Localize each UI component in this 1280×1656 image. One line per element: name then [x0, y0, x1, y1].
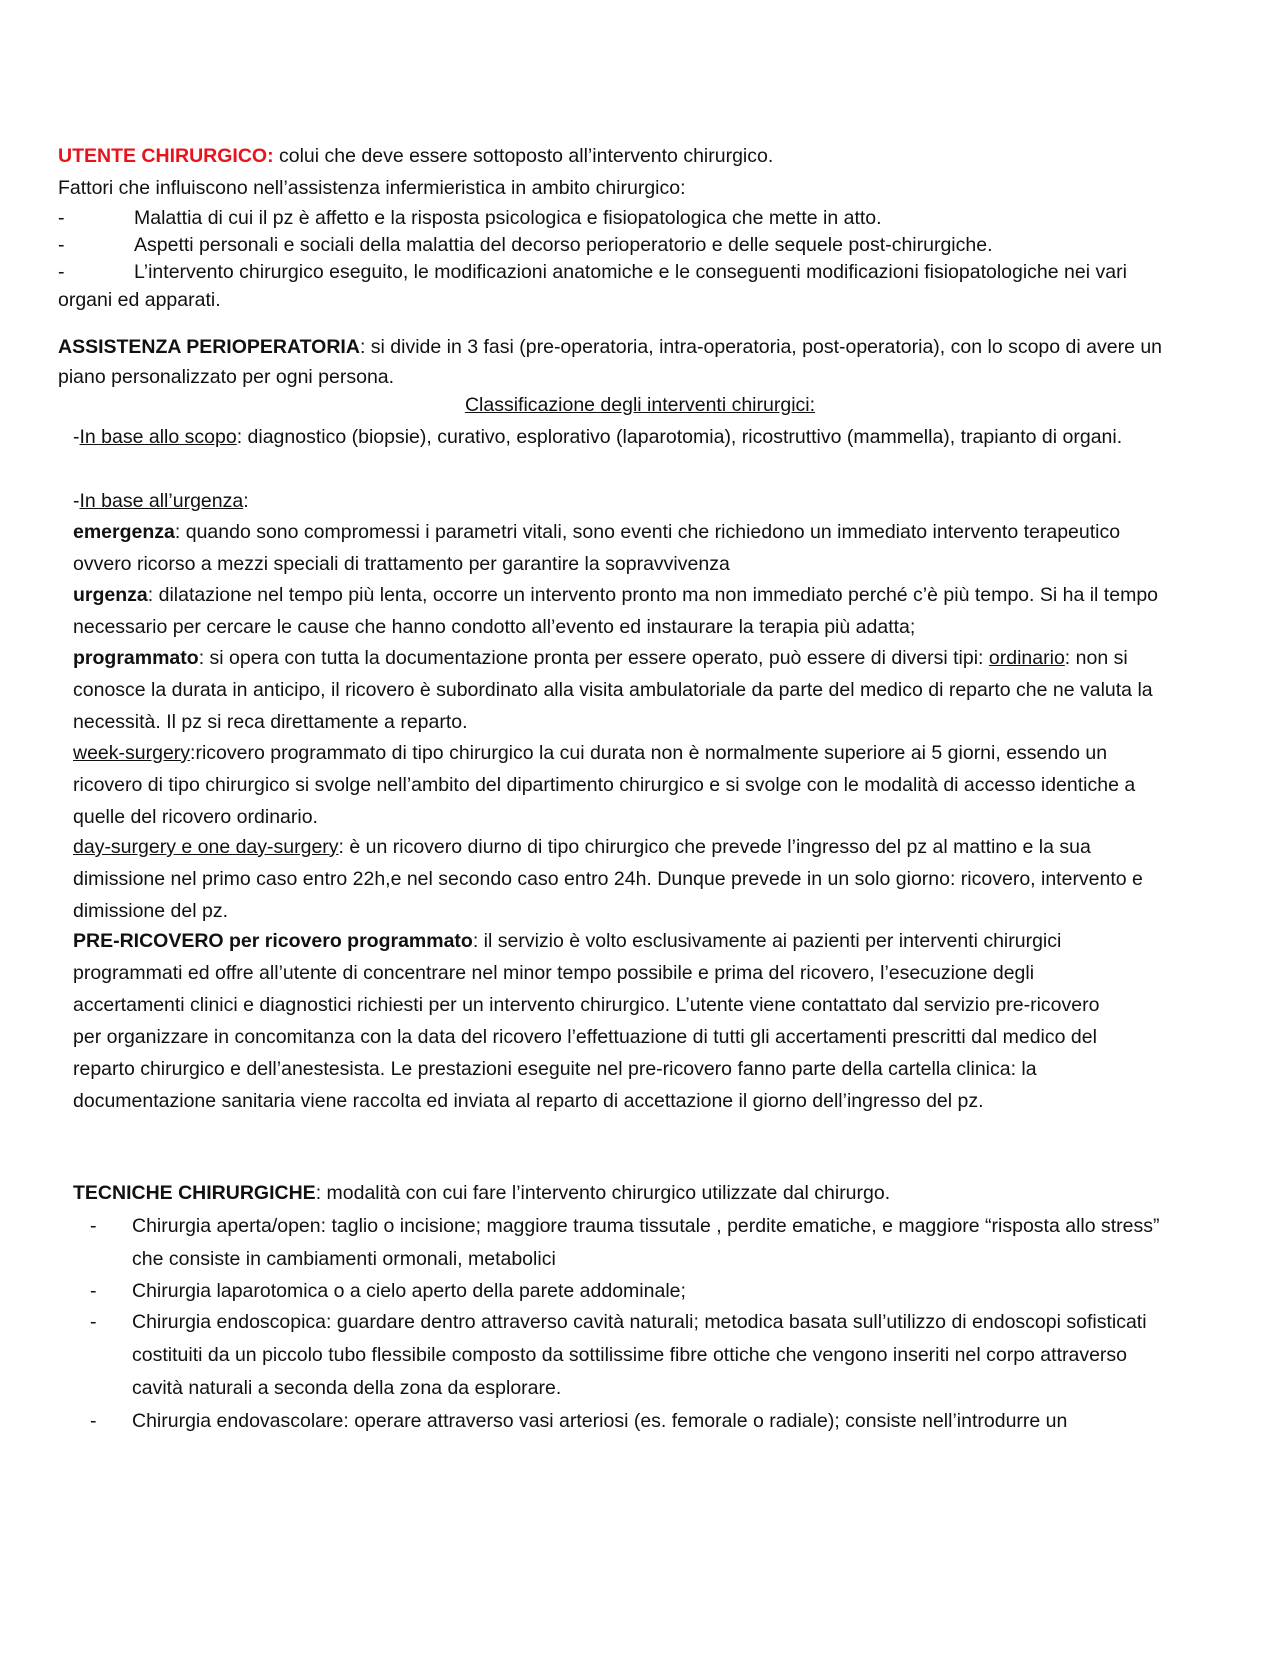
tecniche-chirurgiche: [73, 1177, 1183, 1209]
list-item-text: Chirurgia endoscopica: guardare dentro attraverso cavità naturali; metodica basata sull’utilizzo di endoscopi sofisticati costituiti da un piccolo tubo flessibile composto da sottilissime fibre ottiche che vengono inseriti nel corpo attraverso cavità naturali a seconda della zona da esplorare.: [132, 1311, 1147, 1399]
pre-ricovero-label: PRE-RICOVERO per ricovero programmato: [73, 930, 473, 952]
list-item: [90, 1306, 1170, 1405]
list-dash: -: [90, 1410, 97, 1432]
tecniche-chirurgiche-title: TECNICHE CHIRURGICHE: [73, 1182, 316, 1204]
assistenza-perioperatoria: [58, 332, 1168, 392]
programmato-label: programmato: [73, 647, 199, 669]
scope-label: In base allo scopo: [79, 426, 237, 448]
list-dash: -: [90, 1280, 97, 1302]
list-item: [90, 1405, 1170, 1438]
list-dash: -: [90, 1311, 97, 1333]
week-surgery-text: :ricovero programmato di tipo chirurgico la cui durata non è normalmente superiore ai 5 giorni, essendo un ricovero di tipo chirurgico si svolge nell’ambito del dipartimento chirurgico e si svolge con le modalità di accesso identiche a quelle del ricovero ordinario.: [73, 742, 1136, 828]
urgency-prefix: -: [73, 490, 80, 512]
utente-chirurgico-title: UTENTE CHIRURGICO:: [58, 145, 274, 167]
list-item-text: L’intervento chirurgico eseguito, le modificazioni anatomiche e le conseguenti modificazioni fisiopatologiche nei vari organi ed apparati.: [58, 261, 1127, 311]
list-item-text: Aspetti personali e sociali della malattia del decorso perioperatorio e delle sequele post-chirurgiche.: [134, 234, 993, 256]
day-surgery-label: day-surgery e one day-surgery: [73, 836, 339, 858]
emergenza-paragraph: [73, 516, 1168, 580]
list-dash: -: [90, 1215, 97, 1237]
list-item: [58, 204, 1168, 232]
week-surgery-label: week-surgery: [73, 742, 191, 764]
urgenza-text: : dilatazione nel tempo più lenta, occorre un intervento pronto ma non immediato perché c’è più tempo. Si ha il tempo necessario per cercare le cause che hanno condotto all’evento ed instaurare la terapia più adatta;: [73, 584, 1159, 638]
utente-chirurgico-definition: [58, 140, 1168, 172]
list-dash: -: [58, 234, 65, 256]
scope-text: : diagnostico (biopsie), curativo, esplorativo (laparotomia), ricostruttivo (mammella), trapianto di organi.: [236, 426, 1123, 448]
urgency-text: :: [243, 490, 249, 512]
day-surgery-paragraph: [73, 831, 1173, 927]
factors-intro: Fattori che influiscono nell’assistenza infermieristica in ambito chirurgico:: [58, 177, 686, 199]
emergenza-text: : quando sono compromessi i parametri vitali, sono eventi che richiedono un immediato intervento terapeutico ovvero ricorso a mezzi speciali di trattamento per garantire la sopravvivenza: [73, 521, 1121, 575]
urgency-classification: [73, 485, 1183, 517]
assistenza-perioperatoria-title: ASSISTENZA PERIOPERATORIA: [58, 336, 360, 358]
list-item-text: Malattia di cui il pz è affetto e la risposta psicologica e fisiopatologica che mette in atto.: [134, 207, 882, 229]
list-item: [58, 231, 1168, 259]
utente-chirurgico-text: colui che deve essere sottoposto all’intervento chirurgico.: [273, 145, 774, 167]
pre-ricovero-text: : il servizio è volto esclusivamente ai pazienti per interventi chirurgici programmati ed offre all’utente di concentrare nel minor tempo possibile e prima del ricovero, l’esecuzione degli accertamenti clinici e diagnostici richiesti per un intervento chirurgico. L’utente viene contattato dal servizio pre-ricovero per organizzare in concomitanza con la data del ricovero l’effettuazione di tutti gli accertamenti prescritti dal medico del reparto chirurgico e dell’anestesista. Le prestazioni eseguite nel pre-ricovero fanno parte della cartella clinica: la documentazione sanitaria viene raccolta ed inviata al reparto di accettazione il giorno dell’ingresso del pz.: [73, 930, 1100, 1112]
list-item-text: Chirurgia aperta/open: taglio o incisione; maggiore trauma tissutale , perdite ematiche, e maggiore “risposta allo stress” che consiste in cambiamenti ormonali, metabolici: [132, 1215, 1160, 1270]
classification-heading: [0, 391, 1280, 419]
ordinario-label: ordinario: [988, 647, 1065, 669]
assistenza-perioperatoria-text: : si divide in 3 fasi (pre-operatoria, intra-operatoria, post-operatoria), con lo scopo di avere un piano personalizzato per ogni persona.: [58, 336, 1163, 388]
list-dash: -: [58, 261, 65, 283]
list-item: [90, 1275, 1170, 1308]
scope-classification: [73, 421, 1168, 453]
urgenza-paragraph: [73, 579, 1168, 643]
list-item-text: Chirurgia endovascolare: operare attraverso vasi arteriosi (es. femorale o radiale); consiste nell’introdurre un: [132, 1410, 1068, 1432]
programmato-text: : si opera con tutta la documentazione pronta per essere operato, può essere di diversi tipi:: [198, 647, 989, 669]
emergenza-label: emergenza: [73, 521, 175, 543]
urgency-label: In base all’urgenza: [79, 490, 244, 512]
week-surgery-paragraph: [73, 737, 1168, 833]
list-item-text: Chirurgia laparotomica o a cielo aperto della parete addominale;: [132, 1280, 686, 1302]
list-dash: -: [58, 207, 65, 229]
list-item: [90, 1210, 1170, 1276]
list-item: [58, 258, 1168, 314]
programmato-text-continued: : non si conosce la durata in anticipo, il ricovero è subordinato alla visita ambulatoriale da parte del medico di reparto che ne valuta la necessità. Il pz si reca direttamente a reparto.: [73, 647, 1153, 733]
pre-ricovero-paragraph: [73, 925, 1133, 1117]
programmato-paragraph: [73, 642, 1168, 738]
urgenza-label: urgenza: [73, 584, 148, 606]
day-surgery-text: : è un ricovero diurno di tipo chirurgico che prevede l’ingresso del pz al mattino e la sua dimissione nel primo caso entro 22h,e nel secondo caso entro 24h. Dunque prevede in un solo giorno: ricovero, intervento e dimissione del pz.: [73, 836, 1143, 922]
scope-prefix: -: [73, 426, 80, 448]
classification-heading-text: Classificazione degli interventi chirurgici:: [464, 394, 816, 416]
tecniche-chirurgiche-text: : modalità con cui fare l’intervento chirurgico utilizzate dal chirurgo.: [315, 1182, 891, 1204]
